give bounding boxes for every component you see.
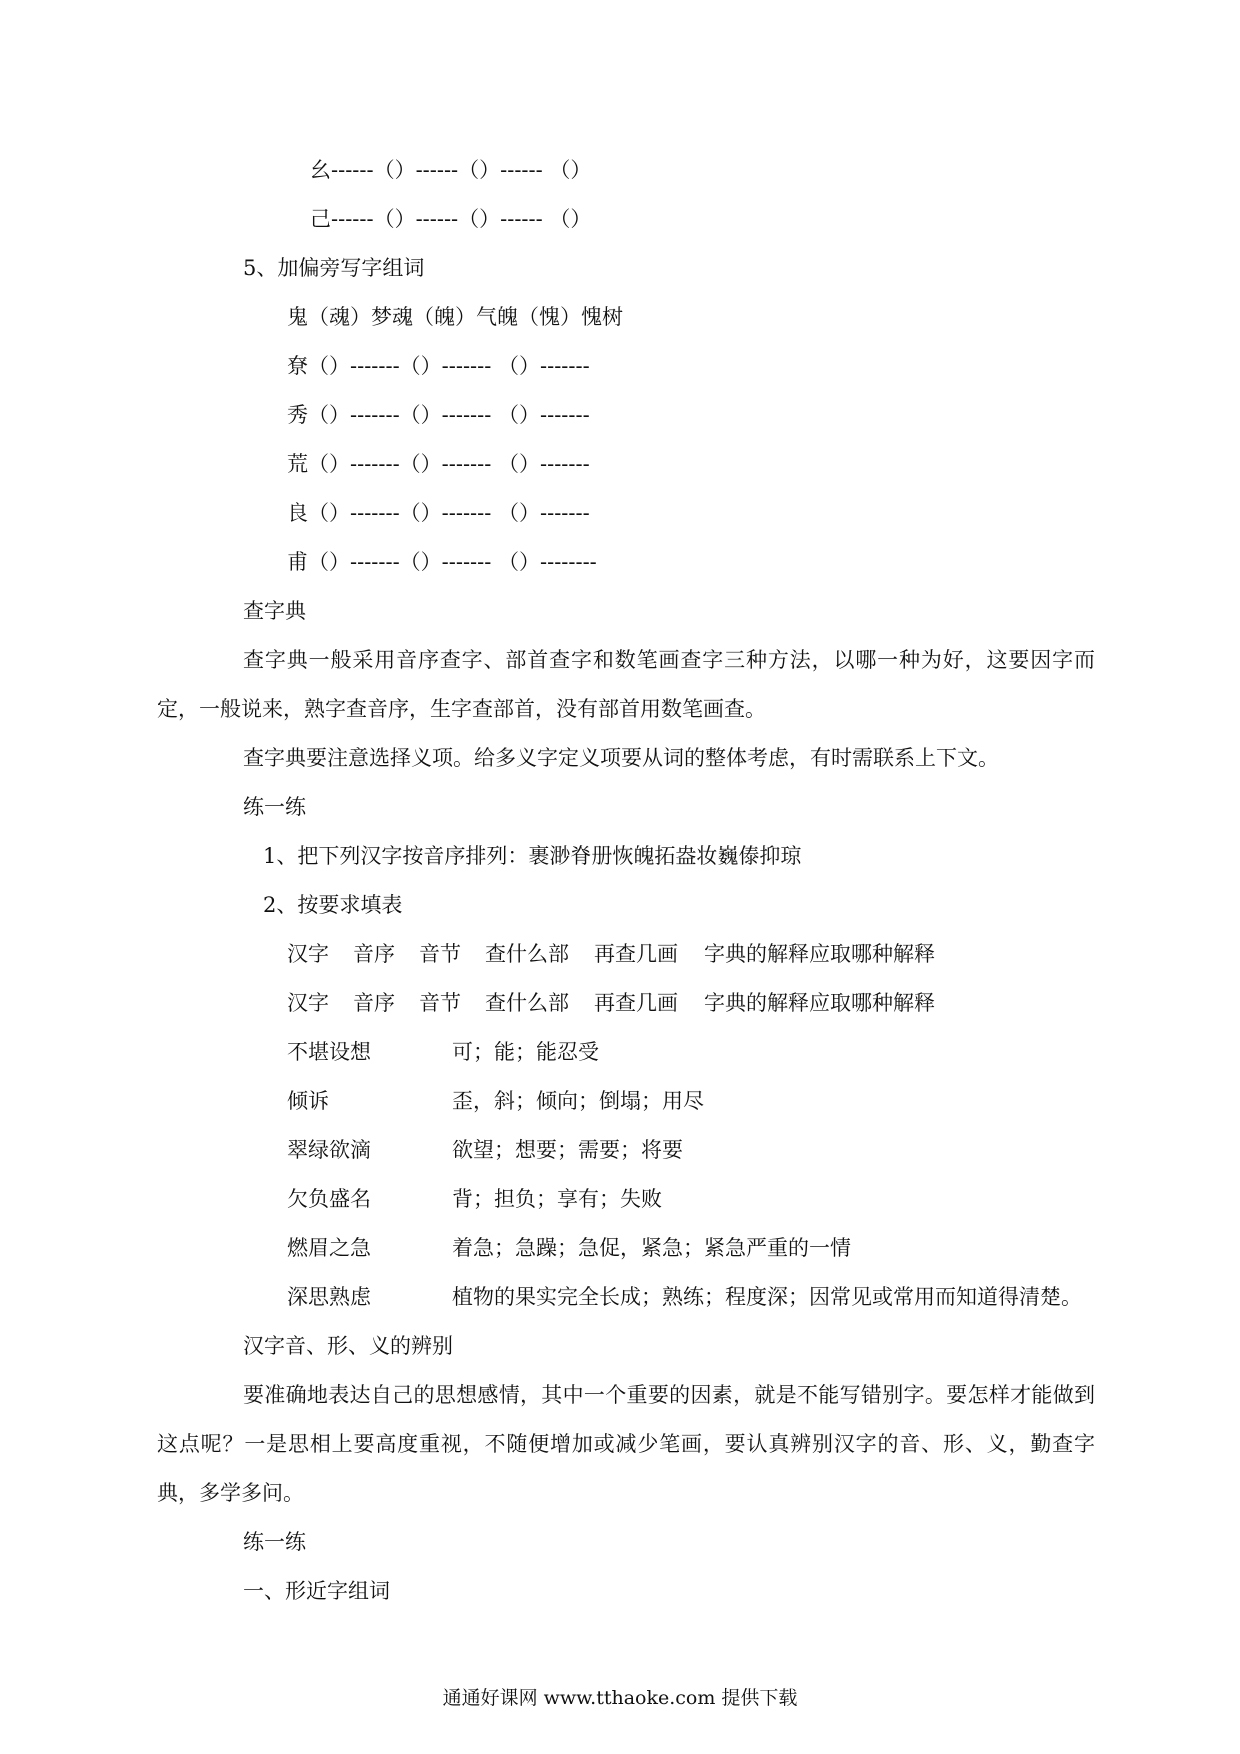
- table-header-cell: 字典的解释应取哪种解释: [704, 991, 935, 1015]
- exercise-heading-similar-chars: 一、形近字组词: [243, 1579, 390, 1603]
- definition-cell: 背；担负；享有；失败: [452, 1187, 662, 1211]
- section-heading-dictionary: 查字典: [243, 599, 306, 623]
- table-row: [287, 1233, 851, 1263]
- definition-cell: 着急；急躁；急促，紧急；紧急严重的一情: [452, 1236, 851, 1260]
- paragraph-dictionary-meanings: 查字典要注意选择义项。给多义字定义项要从词的整体考虑，有时需联系上下文。: [243, 746, 999, 770]
- section-heading-distinguish: 汉字音、形、义的辨别: [243, 1334, 453, 1358]
- term-cell: 不堪设想: [287, 1040, 371, 1064]
- definition-cell: 歪，斜；倾向；倒塌；用尽: [452, 1089, 704, 1113]
- practice-heading: 练一练: [243, 795, 306, 819]
- question-1: 1、把下列汉字按音序排列：裹渺脊册恢魄拓盎妆巍傣抑琼: [263, 844, 802, 868]
- question-2: 2、按要求填表: [263, 893, 403, 917]
- term-cell: 倾诉: [287, 1089, 329, 1113]
- exercise-line-ji: 己------（）------（）------ （）: [310, 207, 592, 231]
- exercise-line-liang: 良（）-------（）------- （）-------: [287, 501, 590, 525]
- exercise-line-liao: 尞（）-------（）------- （）-------: [287, 354, 590, 378]
- term-cell: 深思熟虑: [287, 1285, 371, 1309]
- table-header-row: [287, 988, 935, 1018]
- term-cell: 燃眉之急: [287, 1236, 371, 1260]
- example-line: 鬼（魂）梦魂（魄）气魄（愧）愧树: [287, 305, 623, 329]
- table-header-cell: 查什么部: [485, 942, 569, 966]
- definition-cell: 植物的果实完全长成；熟练；程度深；因常见或常用而知道得清楚。: [452, 1285, 1082, 1309]
- table-header-cell: 字典的解释应取哪种解释: [704, 942, 935, 966]
- table-header-cell: 查什么部: [485, 991, 569, 1015]
- table-row: [287, 1282, 1082, 1312]
- definition-cell: 欲望；想要；需要；将要: [452, 1138, 683, 1162]
- definition-cell: 可；能；能忍受: [452, 1040, 599, 1064]
- table-header-row: [287, 939, 935, 969]
- table-header-cell: 汉字: [287, 942, 329, 966]
- exercise-line-yao: 幺------（）------（）------ （）: [310, 158, 592, 182]
- table-header-cell: 汉字: [287, 991, 329, 1015]
- table-header-cell: 音序: [353, 991, 395, 1015]
- table-header-cell: 再查几画: [594, 991, 678, 1015]
- table-header-cell: 音节: [419, 942, 461, 966]
- exercise-line-xiu: 秀（）-------（）------- （）-------: [287, 403, 590, 427]
- table-row: [287, 1037, 599, 1067]
- paragraph-dictionary-methods: 查字典一般采用音序查字、部首查字和数笔画查字三种方法，以哪一种为好，这要因字而定，一般说来，熟字查音序，生字查部首，没有部首用数笔画查。: [157, 648, 1095, 721]
- term-cell: 翠绿欲滴: [287, 1138, 371, 1162]
- practice-heading-2: 练一练: [243, 1530, 306, 1554]
- table-row: [287, 1184, 662, 1214]
- table-header-cell: 再查几画: [594, 942, 678, 966]
- table-row: [287, 1086, 704, 1116]
- table-row: [287, 1135, 683, 1165]
- exercise-heading-5: 5、加偏旁写字组词: [243, 256, 425, 280]
- paragraph-distinguish: 要准确地表达自己的思想感情，其中一个重要的因素，就是不能写错别字。要怎样才能做到这点呢？一是思相上要高度重视，不随便增加或减少笔画，要认真辨别汉字的音、形、义，勤查字典，多学多问。: [157, 1383, 1095, 1505]
- page-footer: 通通好课网 www.tthaoke.com 提供下载: [442, 1687, 798, 1709]
- table-header-cell: 音节: [419, 991, 461, 1015]
- term-cell: 欠负盛名: [287, 1187, 371, 1211]
- table-header-cell: 音序: [353, 942, 395, 966]
- exercise-line-fu: 甫（）-------（）------- （）--------: [287, 550, 597, 574]
- exercise-line-huang: 荒（）-------（）------- （）-------: [287, 452, 590, 476]
